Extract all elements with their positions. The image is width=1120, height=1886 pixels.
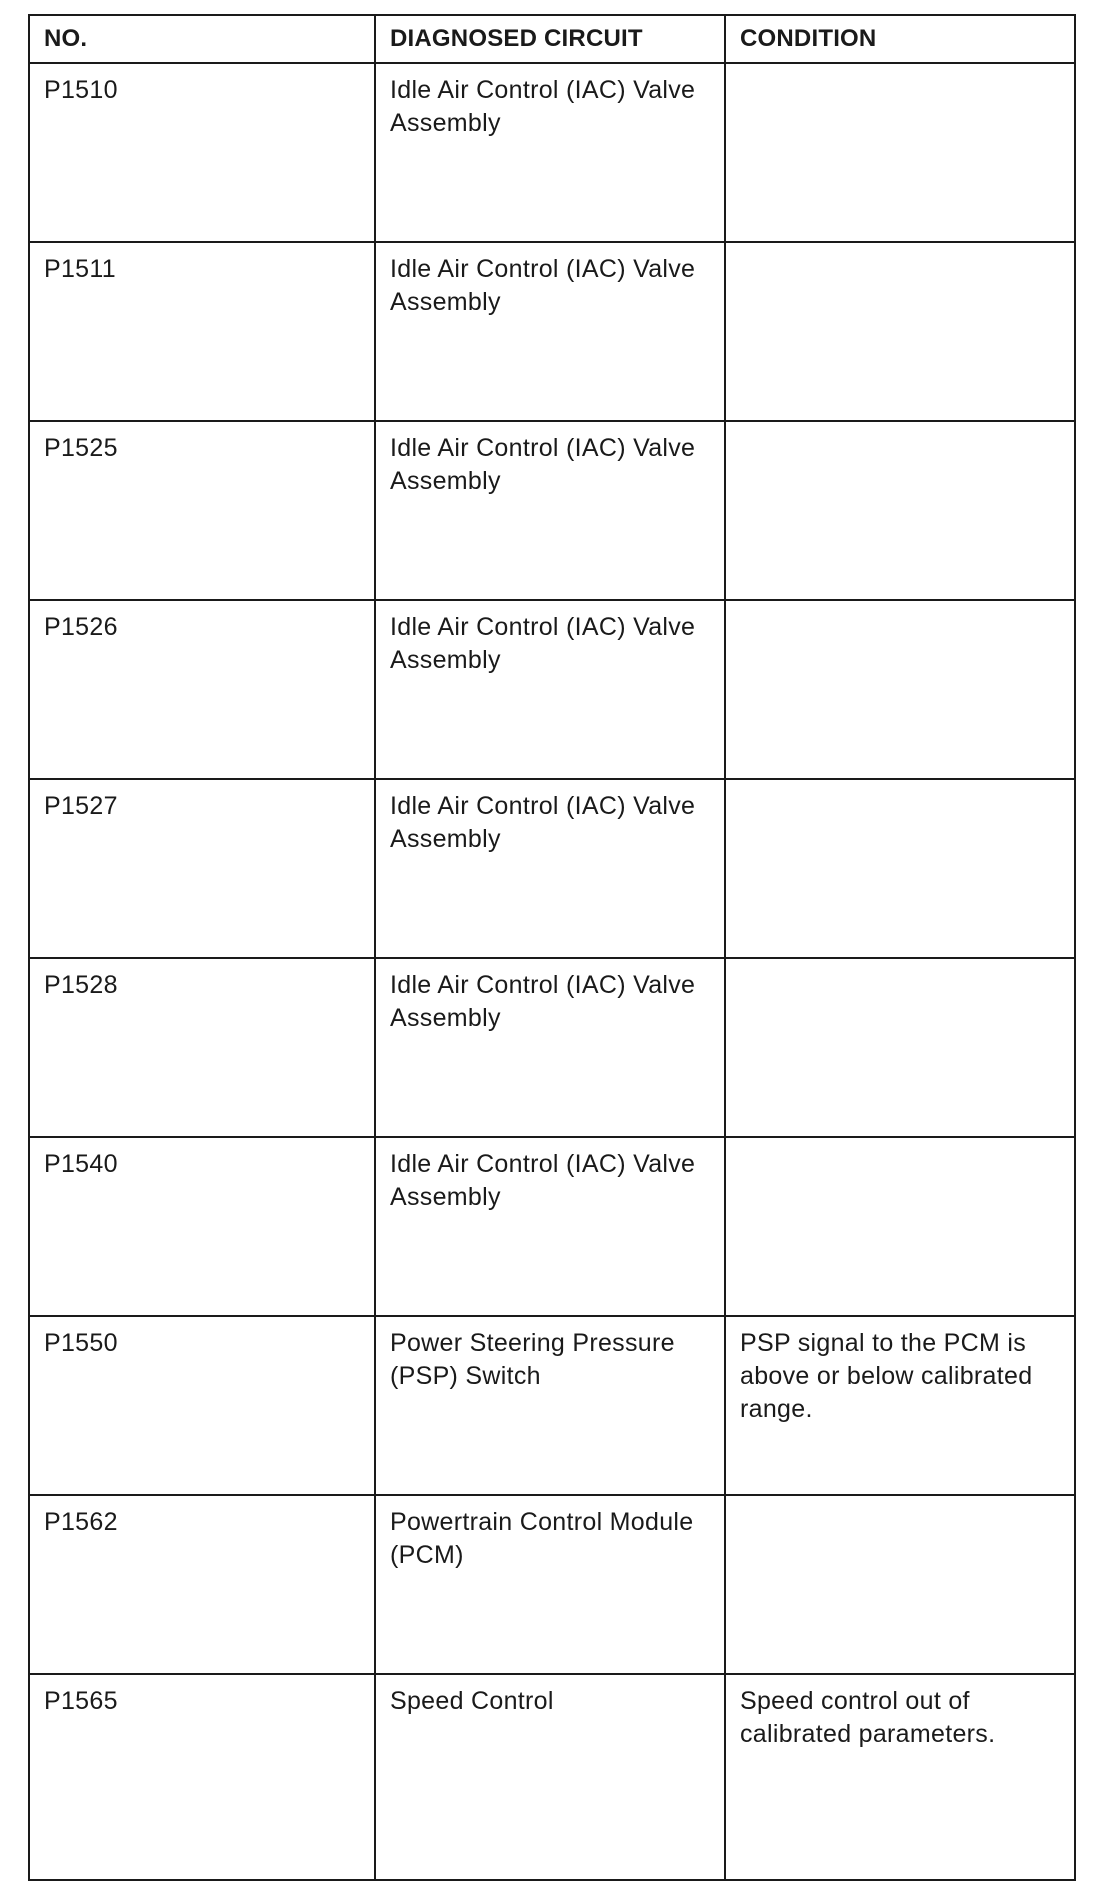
diagnosed-circuit: Idle Air Control (IAC) Valve Assembly — [390, 434, 696, 495]
condition-cell — [725, 600, 1075, 779]
column-header-condition: CONDITION — [725, 15, 1075, 63]
code-number: P1526 — [44, 613, 118, 641]
table-row — [29, 779, 1075, 958]
code-number: P1540 — [44, 1150, 118, 1178]
condition-cell — [725, 1316, 1075, 1495]
column-header-diagnosed-circuit: DIAGNOSED CIRCUIT — [375, 15, 725, 63]
diagnosed-circuit: Idle Air Control (IAC) Valve Assembly — [390, 1150, 696, 1211]
diagnosed-circuit: Idle Air Control (IAC) Valve Assembly — [390, 255, 696, 316]
table-row — [29, 1137, 1075, 1316]
condition-cell — [725, 63, 1075, 242]
condition-cell — [725, 242, 1075, 421]
code-cell — [29, 600, 375, 779]
code-number: P1528 — [44, 971, 118, 999]
code-number: P1510 — [44, 76, 118, 104]
circuit-cell — [375, 242, 725, 421]
circuit-cell — [375, 1137, 725, 1316]
diagnosed-circuit: Power Steering Pressure (PSP) Switch — [390, 1329, 675, 1390]
code-cell — [29, 779, 375, 958]
diagnosed-circuit: Idle Air Control (IAC) Valve Assembly — [390, 76, 696, 137]
circuit-cell — [375, 63, 725, 242]
table-row — [29, 1674, 1075, 1880]
diagnosed-circuit: Idle Air Control (IAC) Valve Assembly — [390, 792, 696, 853]
circuit-cell — [375, 779, 725, 958]
code-number: P1527 — [44, 792, 118, 820]
table-row — [29, 63, 1075, 242]
table-row — [29, 421, 1075, 600]
code-cell — [29, 1137, 375, 1316]
code-cell — [29, 421, 375, 600]
condition-cell — [725, 421, 1075, 600]
diagnostic-code-table — [28, 14, 1076, 1881]
diagnosed-circuit: Speed Control — [390, 1687, 554, 1715]
circuit-cell — [375, 421, 725, 600]
table-row — [29, 242, 1075, 421]
circuit-cell — [375, 1495, 725, 1674]
condition-text: PSP signal to the PCM is above or below calibrated range. — [740, 1329, 1033, 1423]
code-cell — [29, 1316, 375, 1495]
code-number: P1525 — [44, 434, 118, 462]
condition-cell — [725, 958, 1075, 1137]
circuit-cell — [375, 958, 725, 1137]
table-header — [29, 15, 1075, 63]
column-header-no: NO. — [29, 15, 375, 63]
condition-cell — [725, 1495, 1075, 1674]
table-body — [29, 63, 1075, 1880]
table-row — [29, 1316, 1075, 1495]
code-number: P1511 — [44, 255, 116, 283]
code-cell — [29, 63, 375, 242]
condition-cell — [725, 1674, 1075, 1880]
table-row — [29, 1495, 1075, 1674]
diagnosed-circuit: Powertrain Control Module (PCM) — [390, 1508, 694, 1569]
code-number: P1550 — [44, 1329, 118, 1357]
diagnosed-circuit: Idle Air Control (IAC) Valve Assembly — [390, 613, 696, 674]
table-row — [29, 600, 1075, 779]
header-row — [29, 15, 1075, 63]
condition-text: Speed control out of calibrated parameters. — [740, 1687, 996, 1748]
code-number: P1565 — [44, 1687, 118, 1715]
circuit-cell — [375, 1316, 725, 1495]
condition-cell — [725, 1137, 1075, 1316]
code-number: P1562 — [44, 1508, 118, 1536]
code-cell — [29, 242, 375, 421]
code-cell — [29, 958, 375, 1137]
table-row — [29, 958, 1075, 1137]
code-cell — [29, 1495, 375, 1674]
circuit-cell — [375, 1674, 725, 1880]
code-cell — [29, 1674, 375, 1880]
circuit-cell — [375, 600, 725, 779]
diagnosed-circuit: Idle Air Control (IAC) Valve Assembly — [390, 971, 696, 1032]
condition-cell — [725, 779, 1075, 958]
